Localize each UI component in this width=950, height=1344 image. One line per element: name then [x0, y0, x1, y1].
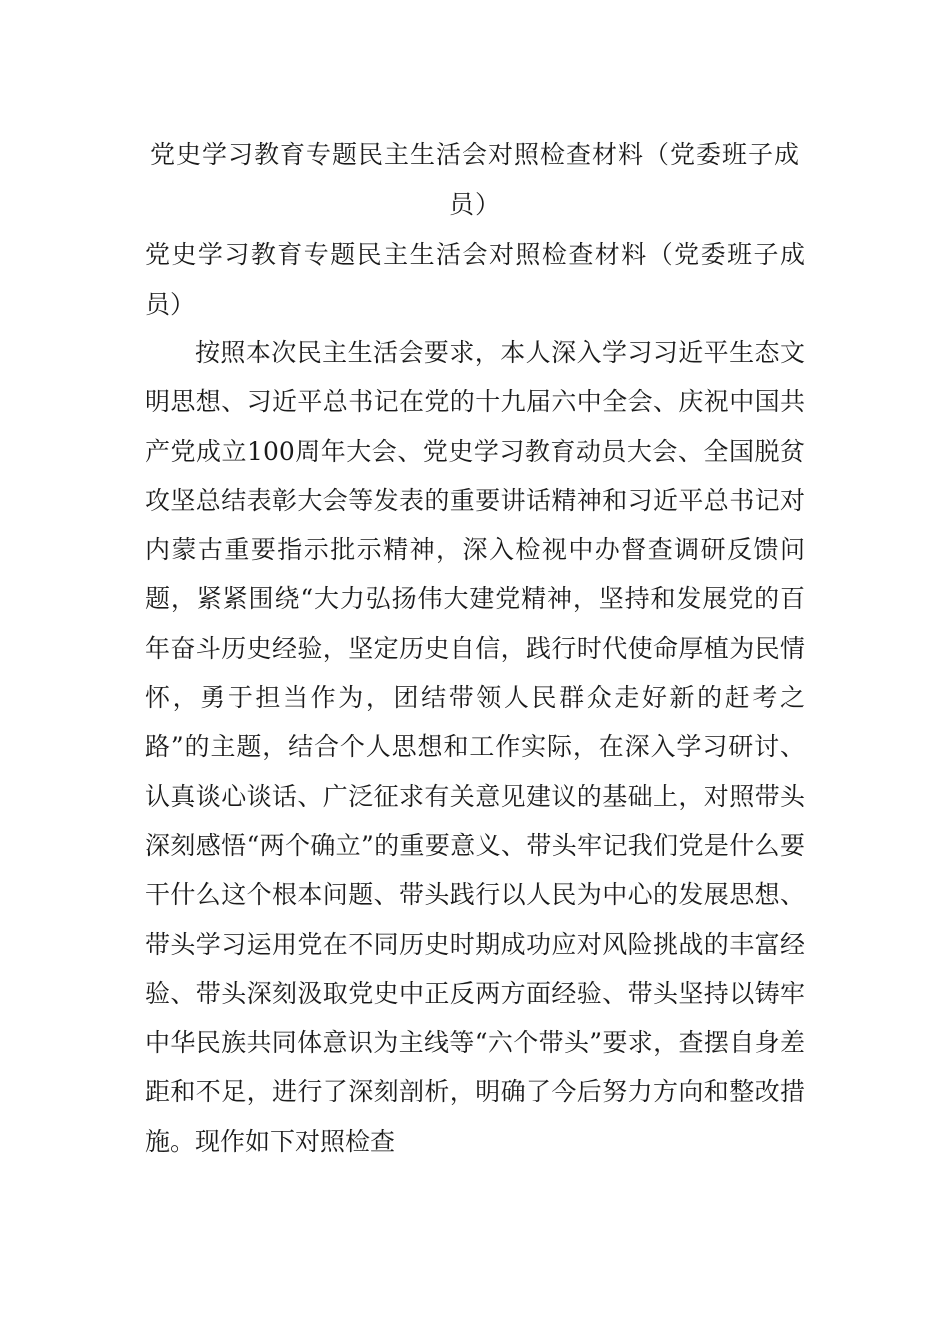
- body-paragraph: 按照本次民主生活会要求，本人深入学习习近平生态文明思想、习近平总书记在党的十九届六中全会、庆祝中国共产党成立100周年大会、党史学习教育动员大会、全国脱贫攻坚总结表彰大会等发表的重要讲话精神和习近平总书记对内蒙古重要指示批示精神，深入检视中办督查调研反馈问题，紧紧围绕“大力弘扬伟大建党精神，坚持和发展党的百年奋斗历史经验，坚定历史自信，践行时代使命厚植为民情怀，勇于担当作为，团结带领人民群众走好新的赶考之路”的主题，结合个人思想和工作实际，在深入学习研讨、认真谈心谈话、广泛征求有关意见建议的基础上，对照带头深刻感悟“两个确立”的重要意义、带头牢记我们党是什么要干什么这个根本问题、带头践行以人民为中心的发展思想、带头学习运用党在不同历史时期成功应对风险挑战的丰富经验、带头深刻汲取党史中正反两方面经验、带头坚持以铸牢中华民族共同体意识为主线等“六个带头”要求，查摆自身差距和不足，进行了深刻剖析，明确了今后努力方向和整改措施。现作如下对照检查: [145, 338, 805, 1156]
- document-title: 党史学习教育专题民主生活会对照检查材料（党委班子成员）: [149, 140, 800, 219]
- document-subtitle: 党史学习教育专题民主生活会对照检查材料（党委班子成员）: [145, 240, 805, 319]
